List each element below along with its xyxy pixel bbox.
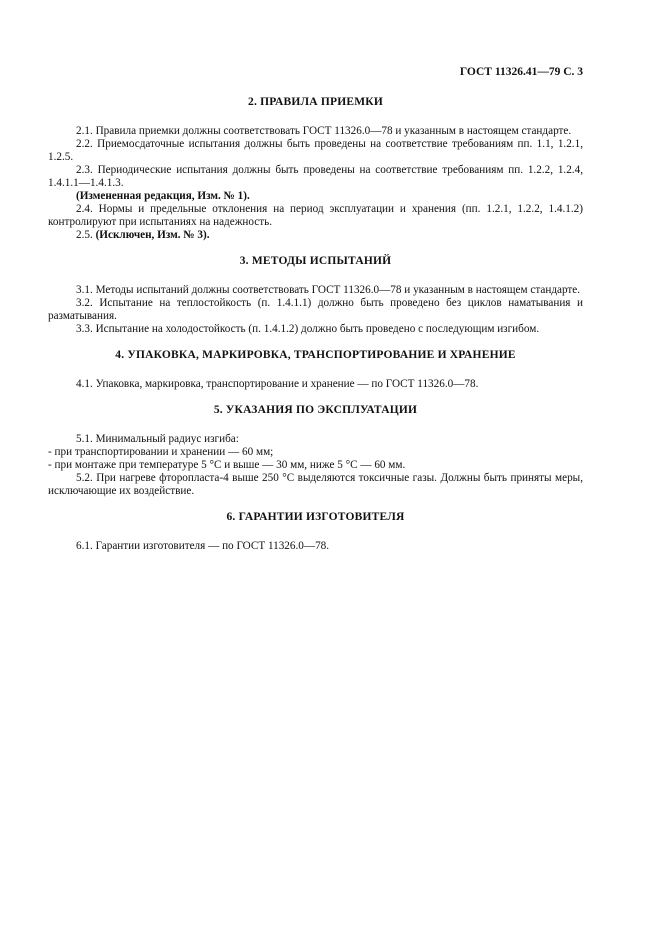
paragraph: 2.4. Нормы и предельные отклонения на период эксплуатации и хранения (пп. 1.2.1, 1.2.2, 1.4.1.2) контролируют при испытаниях на надежность. [48,203,583,228]
paragraph: 3.2. Испытание на теплостойкость (п. 1.4.1.1) должно быть проведено без циклов наматывания и разматывания. [48,297,583,322]
section-acceptance-rules [48,96,583,242]
paragraph: 2.3. Периодические испытания должны быть проведены на соответствие требованиям пп. 1.2.2, 1.2.4, 1.4.1.1—1.4.1.3. [48,164,583,189]
section-packaging [48,349,583,391]
paragraph: 6.1. Гарантии изготовителя — по ГОСТ 11326.0—78. [76,540,330,552]
paragraph: 5.1. Минимальный радиус изгиба: [76,433,239,445]
list-item: - при транспортировании и хранении — 60 мм; [48,446,274,458]
section-title: 4. УПАКОВКА, МАРКИРОВКА, ТРАНСПОРТИРОВАНИЕ И ХРАНЕНИЕ [115,349,516,361]
section-warranty [48,511,583,553]
amendment-note-text: (Измененная редакция, Изм. № 1). [76,190,250,202]
document-content [48,96,583,566]
paragraph: 2.2. Приемосдаточные испытания должны быть проведены на соответствие требованиям пп. 1.1, 1.2.1, 1.2.5. [48,138,583,163]
paragraph: 3.1. Методы испытаний должны соответствовать ГОСТ 11326.0—78 и указанным в настоящем стандарте. [76,284,581,296]
list-item: - при монтаже при температуре 5 °С и выше — 30 мм, ниже 5 °С — 60 мм. [48,459,406,471]
section-title: 3. МЕТОДЫ ИСПЫТАНИЙ [239,255,392,267]
section-title: 2. ПРАВИЛА ПРИЕМКИ [248,96,383,108]
paragraph: 3.3. Испытание на холодостойкость (п. 1.4.1.2) должно быть проведено с последующим изгибом. [76,323,540,335]
paragraph: 4.1. Упаковка, маркировка, транспортирование и хранение — по ГОСТ 11326.0—78. [76,378,479,390]
paragraph: 2.1. Правила приемки должны соответствовать ГОСТ 11326.0—78 и указанным в настоящем стандарте. [76,125,572,137]
paragraph: 5.2. При нагреве фторопласта-4 выше 250 °С выделяются токсичные газы. Должны быть приняты меры, исключающие их воздействие. [48,472,583,497]
section-operation [48,404,583,498]
amendment-note-text: (Исключен, Изм. № 3). [95,229,210,241]
section-test-methods [48,255,583,336]
paragraph [48,229,583,242]
section-title: 5. УКАЗАНИЯ ПО ЭКСПЛУАТАЦИИ [213,404,418,416]
page-header: ГОСТ 11326.41—79 С. 3 [459,66,583,78]
paragraph-number: 2.5. [76,229,93,241]
amendment-note [48,190,583,203]
section-title: 6. ГАРАНТИИ ИЗГОТОВИТЕЛЯ [226,511,405,523]
